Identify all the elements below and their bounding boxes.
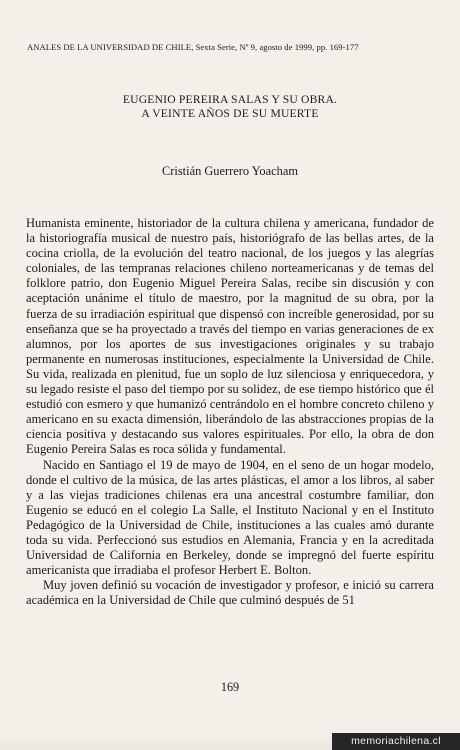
- article-title-line-1: EUGENIO PEREIRA SALAS Y SU OBRA.: [122, 93, 338, 106]
- watermark: memoriachilena.cl: [332, 733, 460, 750]
- paragraph-3: Muy joven definió su vocación de investigador y profesor, e inició su carrera académica en la Universidad de Chile que culminó después de 51: [26, 578, 434, 608]
- article-title-line-2: A VEINTE AÑOS DE SU MUERTE: [141, 106, 319, 120]
- page-number: 169: [220, 680, 240, 694]
- paragraph-2: Nacido en Santiago el 19 de mayo de 1904, en el seno de un hogar modelo, donde el cultivo de la música, de las artes plásticas, el amor a los libros, al saber y a las viejas tradiciones chilenas era una ancestral costumbre familiar, don Eugenio se educó en el colegio La Salle, el Instituto Nacional y en el Instituto Pedagógico de la Universidad de Chile, instituciones a las cuales amó durante toda su vida. Perfeccionó sus estudios en Alemania, Francia y en la acreditada Universidad de California en Berkeley, donde se impregnó del fuerte espíritu americanista que irradiaba el profesor Herbert E. Bolton.: [26, 457, 434, 578]
- paragraph-1: Humanista eminente, historiador de la cultura chilena y americana, fundador de la historiografía musical de nuestro país, historiógrafo de las bellas artes, de la cocina criolla, de la evolución del teatro nacional, de los juegos y las alegrías coloniales, de las tempranas relaciones chileno norteamericanas y de temas del folklore patrio, don Eugenio Miguel Pereira Salas, recibe sin discusión y con aceptación unánime el título de maestro, por la magnitud de su obra, por la fuerza de su irradiación espiritual que dispensó con increíble generosidad, por su enseñanza que se ha proyectado a través del tiempo en varias generaciones de ex alumnos, por los aportes de sus investigaciones originales y su trabajo permanente en numerosas instituciones, especialmente la Universidad de Chile. Su vida, realizada en plenitud, fue un soplo de luz silenciosa y enriquecedora, y su legado resiste el paso del tiempo por su solidez, de ese tiempo histórico que él estudió con esmero y que humanizó centrándolo en el hombre concreto chileno y americano en su exacta dimensión, liberándolo de las abstracciones propias de la ciencia positiva y destacando sus valores espirituales. Por ello, la obra de don Eugenio Pereira Salas es roca sólida y fundamental.: [26, 216, 434, 457]
- article-body: [26, 216, 434, 608]
- running-head: ANALES DE LA UNIVERSIDAD DE CHILE, Sexta Serie, Nº 9, agosto de 1999, pp. 169-177: [27, 42, 359, 52]
- article-title: [0, 93, 460, 120]
- page-bottom-edge: [0, 733, 332, 750]
- author-name: Cristián Guerrero Yoacham: [162, 164, 298, 178]
